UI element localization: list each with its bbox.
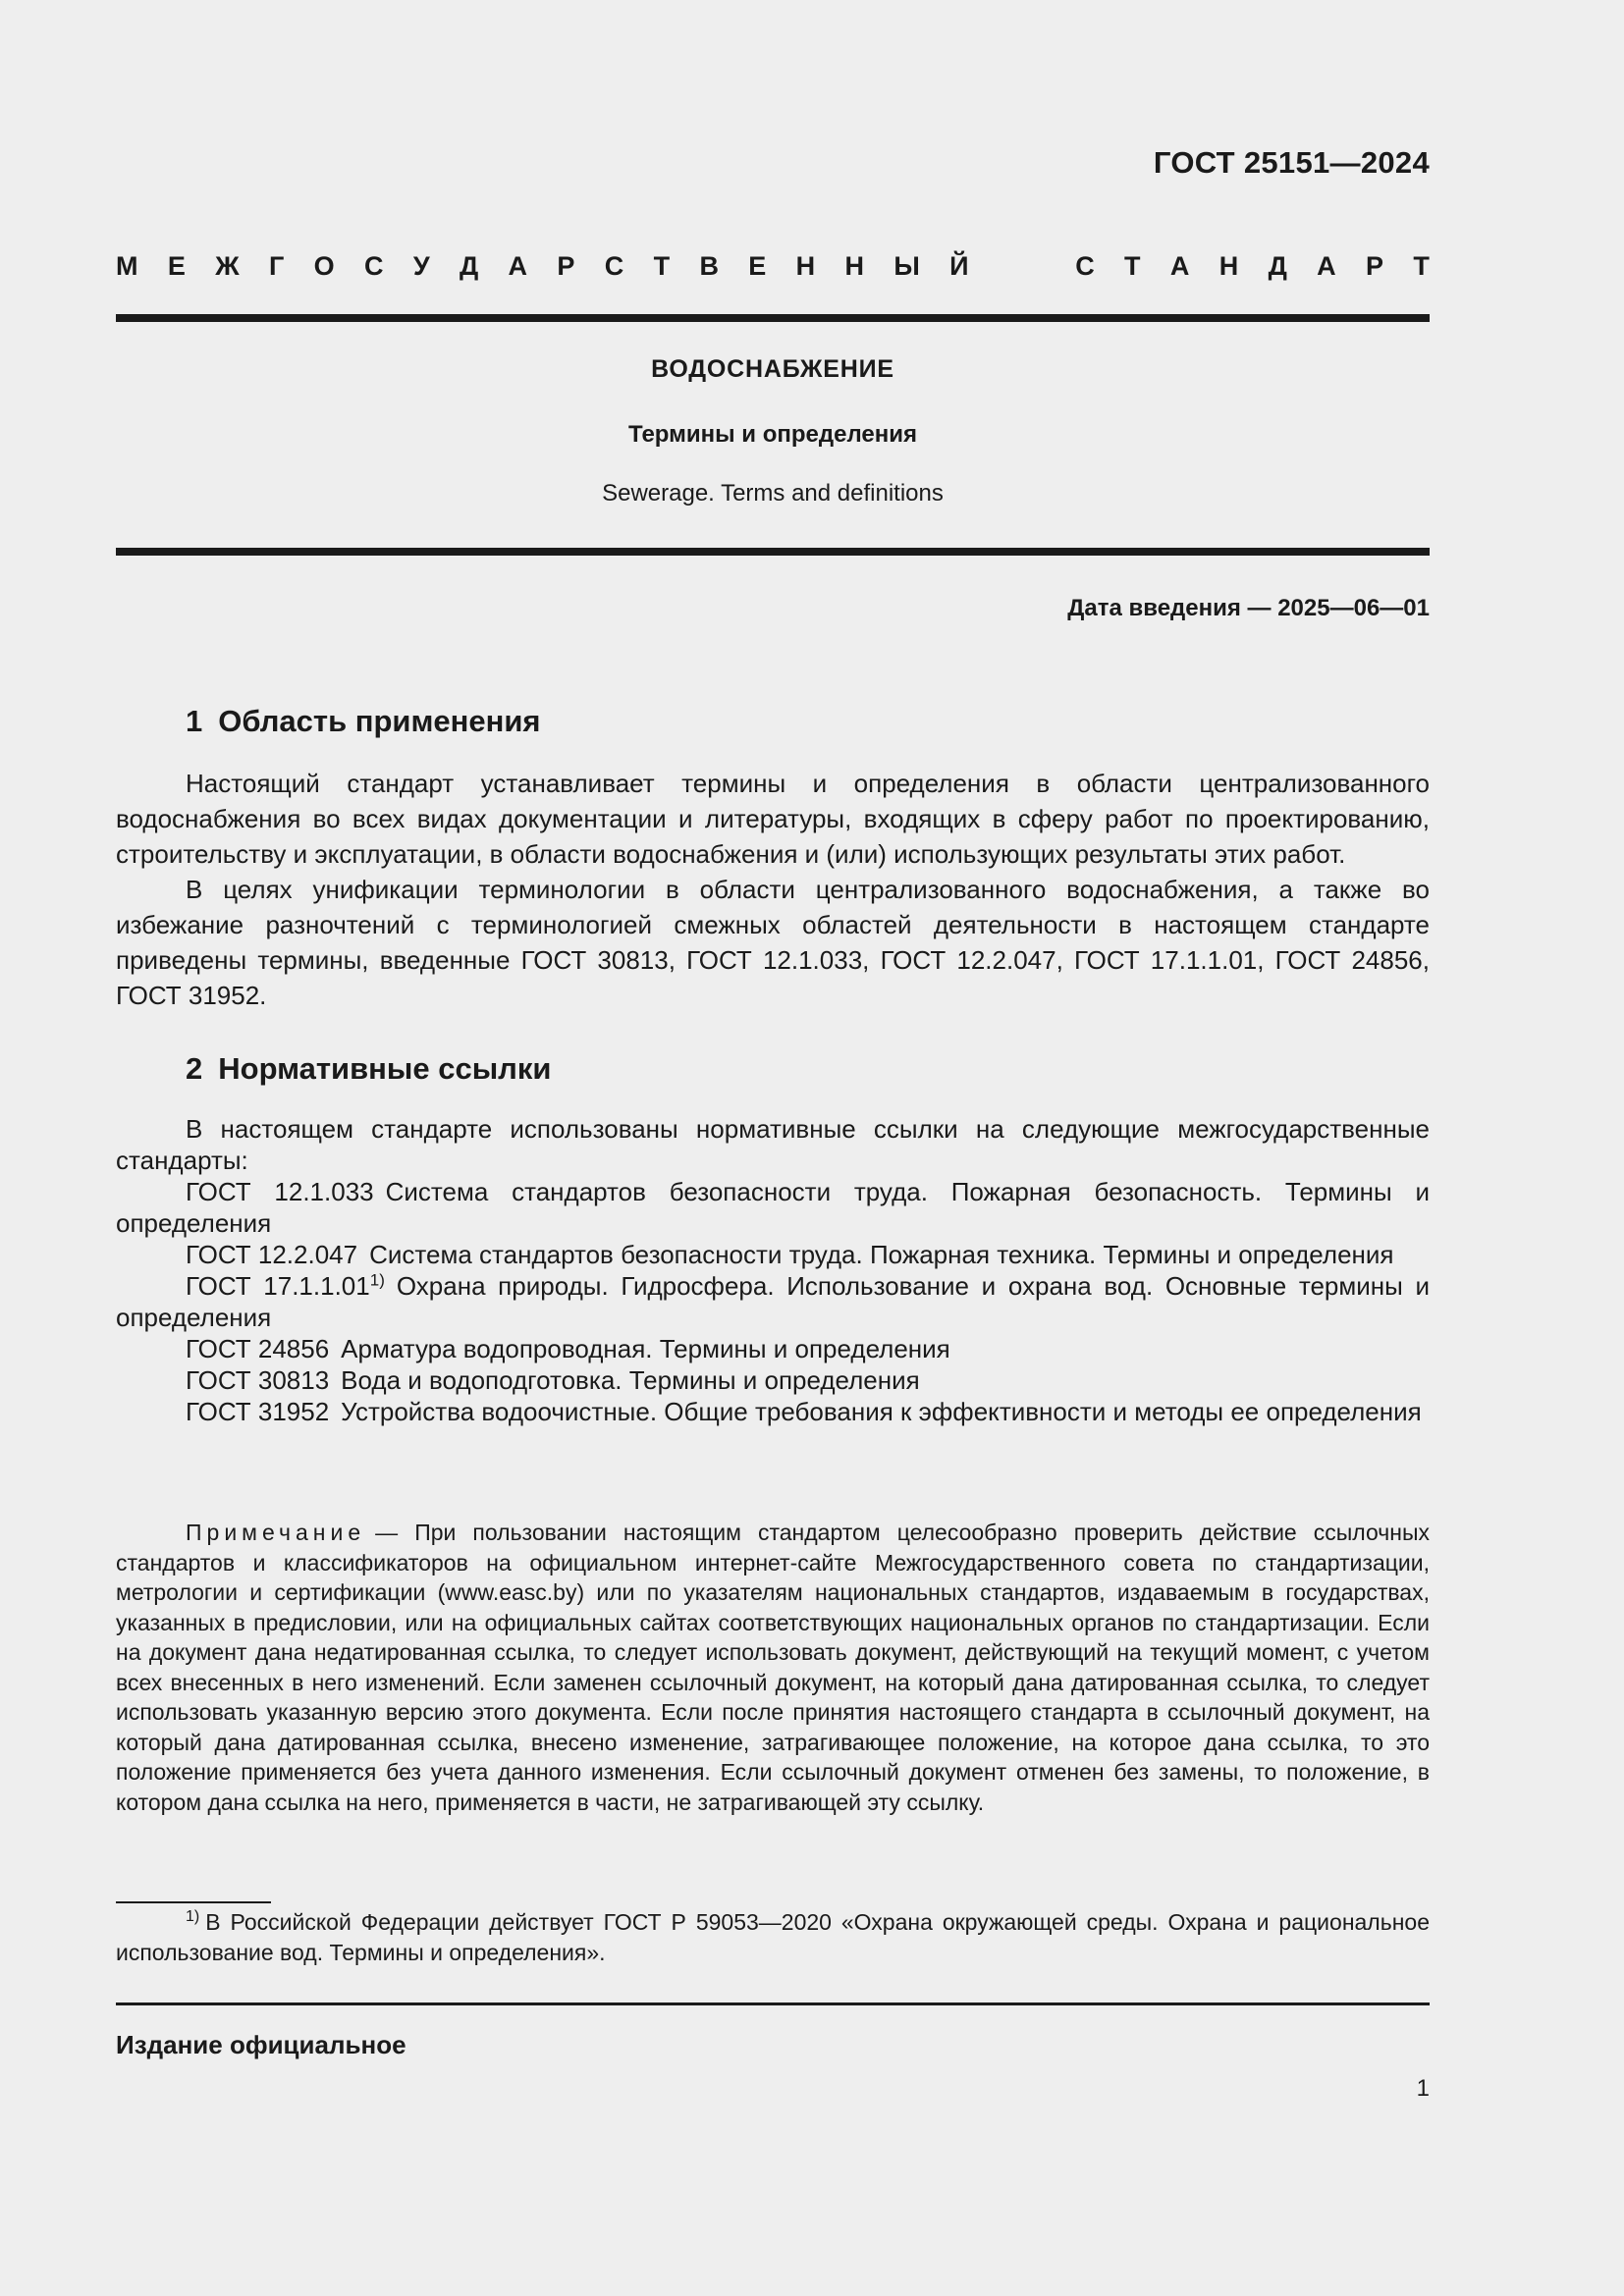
heading-letter: Н: [844, 251, 864, 281]
note-text: — При пользовании настоящим стандартом целесообразно проверить действие ссылочных стандартов и классификаторов на официальном интернет-сайте Межгосударственного совета по стандартизации, метрологии и сертификации (www.easc.by) или по указателям национальных стандартов, издаваемым в государствах, указанных в предисловии, или на официальных сайтах соответствующих национальных органов по стандартизации. Если на документ дана недатированная ссылка, то следует использовать документ, действующий на текущий момент, с учетом всех внесенных в него изменений. Если заменен ссылочный документ, на который дана датированная ссылка, то следует использовать указанную версию этого документа. Если после принятия настоящего стандарта в ссылочный документ, на который дана датированная ссылка, внесено изменение, затрагивающее положение, на которое дана ссылка, то это положение применяется без учета данного изменения. Если ссылочный документ отменен без замены, то положение, в котором дана ссылка на него, применяется в части, не затрагивающей эту ссылку.: [116, 1520, 1430, 1815]
introduction-date: Дата введения — 2025—06—01: [1067, 595, 1430, 621]
heading-letter: Е: [748, 251, 767, 281]
note-label: Примечание: [186, 1520, 366, 1545]
heading-letter: Й: [949, 251, 969, 281]
reference-code: ГОСТ 17.1.1.01: [186, 1271, 370, 1301]
reference-title: Охрана природы. Гидросфера. Использование и охрана вод. Основные термины и определения: [116, 1271, 1430, 1332]
section-1-paragraph: В целях унификации терминологии в области централизованного водоснабжения, а также во избежание разночтений с терминологией смежных областей деятельности в настоящем стандарте приведены термины, введенные ГОСТ 30813, ГОСТ 12.1.033, ГОСТ 12.2.047, ГОСТ 17.1.1.01, ГОСТ 24856, ГОСТ 31952.: [116, 875, 1430, 1010]
reference-code: ГОСТ 12.2.047: [186, 1240, 358, 1269]
heading-letter: А: [1317, 251, 1336, 281]
heading-letter: Д: [1268, 251, 1287, 281]
title-divider: [116, 548, 1430, 556]
top-divider: [116, 314, 1430, 322]
reference-item: [116, 1176, 1430, 1239]
heading-letter: У: [412, 251, 430, 281]
section-1-paragraph: Настоящий стандарт устанавливает термины и определения в области централизованного водоснабжения во всех видах документации и литературы, входящих в сферу работ по проектированию, строительству и эксплуатации, в области водоснабжения и (или) использующих результаты этих работ.: [116, 769, 1430, 869]
reference-code: ГОСТ 30813: [186, 1365, 330, 1395]
heading-letter: Д: [459, 251, 479, 281]
heading-letter: Н: [1218, 251, 1239, 281]
document-page: [116, 0, 1430, 2296]
standard-type-heading: [116, 251, 1430, 282]
section-1-title: Область применения: [218, 704, 541, 738]
heading-letter: Ы: [893, 251, 920, 281]
heading-letter: Т: [653, 251, 671, 281]
heading-letter: Н: [795, 251, 816, 281]
reference-code: ГОСТ 12.1.033: [186, 1177, 374, 1206]
heading-letter: Т: [1124, 251, 1141, 281]
section-2-title: Нормативные ссылки: [218, 1051, 552, 1086]
document-number: ГОСТ 25151—2024: [1153, 145, 1430, 180]
word-gap: [999, 251, 1046, 282]
document-title: ВОДОСНАБЖЕНИЕ: [651, 355, 894, 383]
heading-letter: Е: [167, 251, 186, 281]
page-number: 1: [1416, 2075, 1430, 2102]
footer-divider: [116, 2002, 1430, 2005]
reference-title: Вода и водоподготовка. Термины и определения: [341, 1365, 920, 1395]
heading-letter: Р: [557, 251, 575, 281]
section-2-heading: [186, 1051, 551, 1087]
official-edition-label: Издание официальное: [116, 2030, 406, 2059]
heading-letter: С: [1075, 251, 1095, 281]
heading-letter: Г: [268, 251, 285, 281]
heading-letter: С: [604, 251, 624, 281]
reference-item: [116, 1270, 1430, 1333]
reference-title: Устройства водоочистные. Общие требования к эффективности и методы ее определения: [341, 1397, 1422, 1426]
footnote: [116, 1907, 1430, 1968]
footnote-text: В Российской Федерации действует ГОСТ Р 59053—2020 «Охрана окружающей среды. Охрана и рациональное использование вод. Термины и определения».: [116, 1909, 1430, 1965]
heading-letter: В: [699, 251, 719, 281]
reference-code: ГОСТ 24856: [186, 1334, 330, 1363]
reference-list: [116, 1176, 1430, 1427]
reference-title: Система стандартов безопасности труда. Пожарная безопасность. Термины и определения: [116, 1177, 1430, 1238]
reference-item: [116, 1364, 1430, 1396]
section-1-body: [116, 766, 1430, 1013]
document-title-english: Sewerage. Terms and definitions: [602, 480, 944, 507]
heading-letter: А: [1169, 251, 1190, 281]
section-1-number: 1: [186, 704, 203, 738]
reference-code: ГОСТ 31952: [186, 1397, 330, 1426]
reference-item: [116, 1239, 1430, 1270]
references-note: [116, 1518, 1430, 1817]
heading-letter: А: [508, 251, 528, 281]
heading-letter: Р: [1366, 251, 1384, 281]
heading-letter: Т: [1413, 251, 1430, 281]
heading-letter: С: [363, 251, 384, 281]
footnote-separator: [116, 1901, 271, 1903]
reference-footnote-marker: 1): [369, 1270, 385, 1290]
footnote-marker: 1): [186, 1908, 200, 1926]
heading-letter: М: [116, 251, 138, 281]
normative-references: [116, 1113, 1430, 1427]
reference-item: [116, 1333, 1430, 1364]
reference-item: [116, 1396, 1430, 1427]
reference-title: Система стандартов безопасности труда. Пожарная техника. Термины и определения: [369, 1240, 1394, 1269]
heading-letter: Ж: [215, 251, 240, 281]
reference-title: Арматура водопроводная. Термины и определения: [341, 1334, 950, 1363]
references-intro: В настоящем стандарте использованы нормативные ссылки на следующие межгосударственные стандарты:: [116, 1114, 1430, 1175]
document-subtitle: Термины и определения: [627, 421, 918, 448]
section-1-heading: [186, 704, 541, 739]
section-2-number: 2: [186, 1051, 203, 1086]
heading-letter: О: [313, 251, 335, 281]
